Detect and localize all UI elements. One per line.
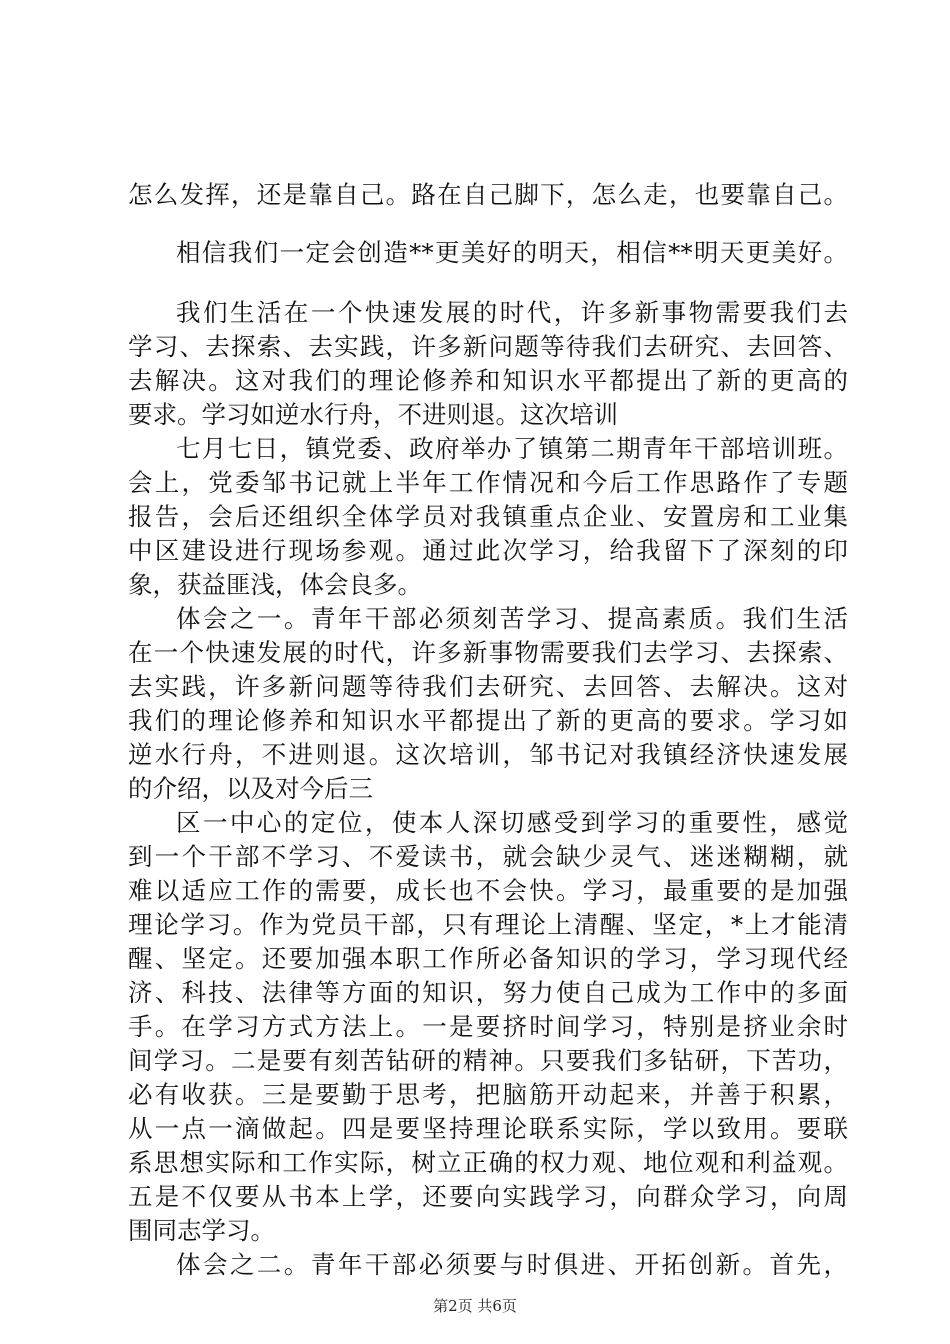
p3-l0: 七月七日，镇党委、政府举办了镇第二期青年干部培训班。 bbox=[176, 434, 848, 463]
p5-l11: 五是不仅要从书本上学，还要向实践学习，向群众学习，向周 bbox=[128, 1182, 848, 1211]
p2-l2: 去解决。这对我们的理论修养和知识水平都提出了新的更高的 bbox=[128, 366, 848, 395]
p3-l4: 象，获益匪浅，体会良多。 bbox=[128, 570, 422, 599]
p4-l0: 体会之一。青年干部必须刻苦学习、提高素质。我们生活 bbox=[176, 604, 848, 633]
p5-l6: 手。在学习方式方法上。一是要挤时间学习，特别是挤业余时 bbox=[128, 1012, 848, 1041]
p5-l2: 难以适应工作的需要，成长也不会快。学习，最重要的是加强 bbox=[128, 876, 848, 905]
page-footer: 第2页 共6页 bbox=[433, 1297, 517, 1315]
p2-l3: 要求。学习如逆水行舟，不进则退。这次培训 bbox=[128, 400, 618, 429]
p5-l1: 到一个干部不学习、不爱读书，就会缺少灵气、迷迷糊糊，就 bbox=[128, 842, 848, 871]
p5-l8: 必有收获。三是要勤于思考，把脑筋开动起来，并善于积累， bbox=[128, 1080, 848, 1109]
p4-l4: 逆水行舟，不进则退。这次培训，邹书记对我镇经济快速发展 bbox=[128, 740, 848, 769]
p5-l12: 围同志学习。 bbox=[128, 1216, 275, 1245]
p5-l4: 醒、坚定。还要加强本职工作所必备知识的学习，学习现代经 bbox=[128, 944, 848, 973]
p5-l3: 理论学习。作为党员干部，只有理论上清醒、坚定，*上才能清 bbox=[128, 910, 848, 939]
p5-l5: 济、科技、法律等方面的知识，努力使自己成为工作中的多面 bbox=[128, 978, 848, 1007]
p3-l2: 报告，会后还组织全体学员对我镇重点企业、安置房和工业集 bbox=[128, 502, 848, 531]
p0-l0: 怎么发挥，还是靠自己。路在自己脚下，怎么走，也要靠自己。 bbox=[128, 180, 848, 209]
p3-l3: 中区建设进行现场参观。通过此次学习，给我留下了深刻的印 bbox=[128, 536, 848, 565]
p6-l0: 体会之二。青年干部必须要与时俱进、开拓创新。首先， bbox=[176, 1250, 848, 1279]
p4-l5: 的介绍，以及对今后三 bbox=[128, 774, 373, 803]
p2-l1: 学习、去探索、去实践，许多新问题等待我们去研究、去回答、 bbox=[128, 332, 848, 361]
p5-l7: 间学习。二是要有刻苦钻研的精神。只要我们多钻研，下苦功， bbox=[128, 1046, 848, 1075]
p5-l10: 系思想实际和工作实际，树立正确的权力观、地位观和利益观。 bbox=[128, 1148, 848, 1177]
p4-l1: 在一个快速发展的时代，许多新事物需要我们去学习、去探索、 bbox=[128, 638, 848, 667]
p5-l0: 区一中心的定位，使本人深切感受到学习的重要性，感觉 bbox=[176, 808, 848, 837]
p4-l3: 我们的理论修养和知识水平都提出了新的更高的要求。学习如 bbox=[128, 706, 848, 735]
p3-l1: 会上，党委邹书记就上半年工作情况和今后工作思路作了专题 bbox=[128, 468, 848, 497]
p4-l2: 去实践，许多新问题等待我们去研究、去回答、去解决。这对 bbox=[128, 672, 848, 701]
p5-l9: 从一点一滴做起。四是要坚持理论联系实际，学以致用。要联 bbox=[128, 1114, 848, 1143]
p1-l0: 相信我们一定会创造**更美好的明天，相信**明天更美好。 bbox=[176, 238, 848, 267]
p2-l0: 我们生活在一个快速发展的时代，许多新事物需要我们去 bbox=[176, 298, 848, 327]
